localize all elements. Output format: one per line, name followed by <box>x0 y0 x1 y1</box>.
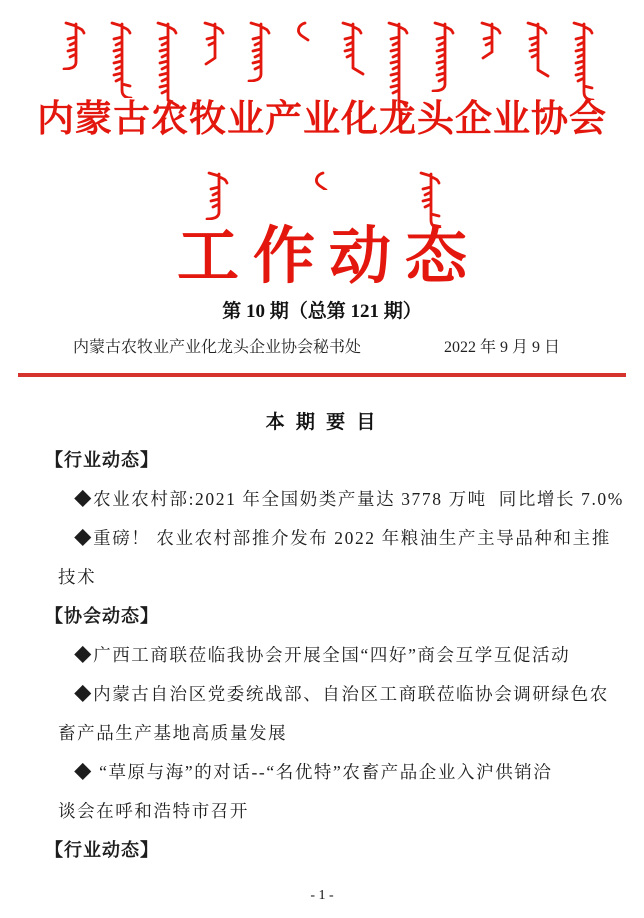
mongolian-word-glyph <box>104 20 134 98</box>
toc-line-section: 【协会动态】 <box>45 606 159 626</box>
toc-line-item: ◆广西工商联莅临我协会开展全国“四好”商会互学互促活动 <box>74 645 571 665</box>
mongolian-word-glyph <box>307 170 337 190</box>
contents-title: 本 期 要 目 <box>265 412 379 433</box>
mongolian-word-glyph <box>58 20 88 70</box>
publisher-date-line <box>73 334 560 357</box>
mongolian-word-glyph <box>474 20 504 60</box>
toc-line-cont: 技术 <box>58 567 97 587</box>
toc-line-cont: 畜产品生产基地高质量发展 <box>58 723 288 743</box>
toc-line-section: 【行业动态】 <box>45 840 159 860</box>
mongolian-word-glyph <box>243 20 273 82</box>
toc-list <box>45 441 624 870</box>
doc-title: 工作动态 <box>176 223 481 291</box>
mongolian-word-glyph <box>427 20 457 92</box>
toc-line-item: ◆内蒙古自治区党委统战部、自治区工商联莅临协会调研绿色农 <box>74 684 609 704</box>
mongolian-word-glyph <box>335 20 365 76</box>
red-divider-rule <box>18 373 626 377</box>
toc-line-item: ◆ “草原与海”的对话--“名优特”农畜产品企业入沪供销洽 <box>74 762 553 782</box>
page-number: - 1 - <box>310 888 334 903</box>
toc-line-item: ◆农业农村部:2021 年全国奶类产量达 3778 万吨 同比增长 7.0% <box>74 489 624 509</box>
toc-line-item: ◆重磅！ 农业农村部推介发布 2022 年粮油生产主导品种和主推 <box>74 528 611 548</box>
mongolian-word-glyph <box>289 20 319 42</box>
toc-line-cont: 谈会在呼和浩特市召开 <box>58 801 249 821</box>
mongolian-word-glyph <box>520 20 550 78</box>
issue-number-line: 第 10 期（总第 121 期） <box>222 301 422 322</box>
publication-date: 2022 年 9 月 9 日 <box>443 339 560 356</box>
mongolian-word-glyph <box>197 20 227 66</box>
org-title: 内蒙古农牧业产业化龙头企业协会 <box>37 99 607 140</box>
toc-line-section: 【行业动态】 <box>45 450 159 470</box>
publisher-name: 内蒙古农牧业产业化龙头企业协会秘书处 <box>73 339 362 356</box>
